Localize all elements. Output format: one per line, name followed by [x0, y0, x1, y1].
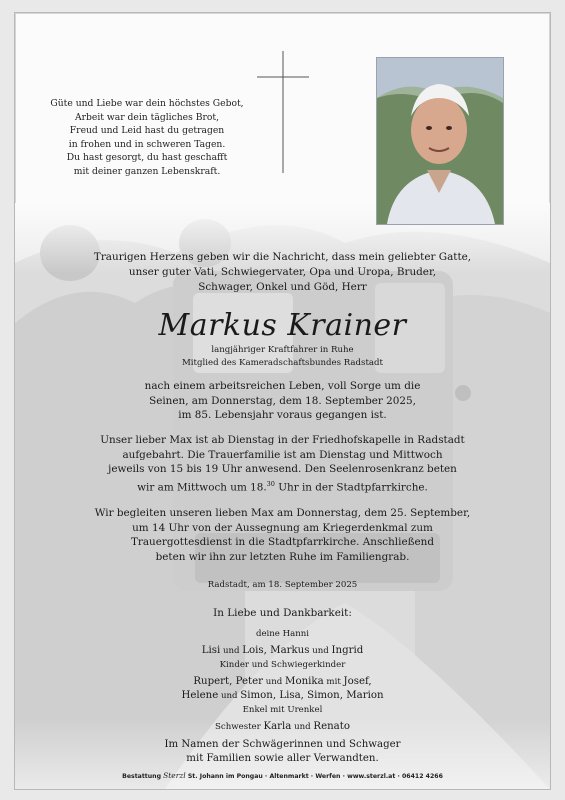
poem-line: Güte und Liebe war dein höchstes Gebot, — [50, 98, 244, 109]
paragraph-line: Wir begleiten unseren lieben Max am Donnerstag, dem 25. September, — [94, 507, 471, 519]
deceased-subtitle — [15, 344, 550, 369]
paragraph-line: jeweils von 15 bis 19 Uhr anwesend. Den Seelenrosenkranz beten — [108, 463, 457, 476]
time-superscript: 30 — [266, 479, 275, 488]
funeral-paragraph — [15, 506, 550, 564]
paragraph-line: nach einem arbeitsreichen Leben, voll Sorge um die — [144, 380, 421, 392]
name: Rupert, Peter — [193, 676, 263, 687]
funeral-home-logo: Sterzl — [163, 771, 186, 780]
conjunction: und — [218, 691, 241, 701]
paragraph-line: beten wir ihn zur letzten Ruhe im Familiengrab. — [155, 550, 410, 563]
paragraph-line: im 85. Lebensjahr voraus gegangen ist. — [178, 409, 387, 422]
footer-text: Bestattung — [122, 773, 164, 780]
name: Helene — [181, 690, 219, 701]
intro-line: Traurigen Herzens geben wir die Nachricht, dass mein geliebter Gatte, — [93, 251, 472, 263]
deceased-name: Markus Krainer — [158, 308, 407, 343]
poem — [33, 97, 261, 179]
relation-label: Kinder und Schwiegerkinder — [219, 660, 346, 670]
footer-text: St. Johann im Pongau · Altenmarkt · Werfen · www.sterzl.at · 06412 4266 — [185, 773, 443, 780]
conjunction: und — [291, 722, 314, 732]
name: Monika — [285, 676, 324, 687]
text-segment: Uhr in der Stadtpfarrkirche. — [274, 481, 428, 494]
obituary-card — [14, 12, 551, 790]
name: Ingrid — [331, 645, 364, 656]
inlaws-line: Im Namen der Schwägerinnen und Schwager — [164, 739, 401, 750]
paragraph-line: Unser lieber Max ist ab Dienstag in der Friedhofskapelle in Radstadt — [100, 434, 465, 446]
subtitle-line: langjähriger Kraftfahrer in Ruhe — [211, 345, 354, 355]
name: Renato — [313, 721, 350, 732]
poem-line: in frohen und in schweren Tagen. — [68, 138, 226, 150]
text-segment: wir am Mittwoch um 18. — [137, 481, 267, 494]
closing-line: In Liebe und Dankbarkeit: — [213, 607, 352, 619]
name: Karla — [263, 721, 292, 732]
conjunction: und — [263, 677, 286, 687]
place-date: Radstadt, am 18. September 2025 — [207, 580, 358, 590]
sister-line — [15, 720, 550, 734]
passing-paragraph — [15, 379, 550, 423]
paragraph-line: Seinen, am Donnerstag, dem 18. September 2025, — [149, 394, 416, 407]
intro-text — [15, 250, 550, 295]
cross-icon — [255, 49, 311, 175]
relation-label: Enkel mit Urenkel — [242, 705, 323, 715]
name: Simon, Lisa, Simon, Marion — [240, 690, 384, 701]
subtitle-line: Mitglied des Kameradschaftsbundes Radstadt — [181, 357, 384, 368]
children-line — [15, 644, 550, 658]
paragraph-line — [15, 477, 550, 495]
poem-line: mit deiner ganzen Lebenskraft. — [73, 165, 221, 177]
paragraph-line: aufgebahrt. Die Trauerfamilie ist am Dienstag und Mittwoch — [122, 448, 443, 461]
funeral-home-footer — [15, 771, 550, 780]
name: Lisi — [201, 645, 221, 656]
intro-line: Schwager, Onkel und Göd, Herr — [198, 281, 367, 293]
relation-label: Schwester — [215, 722, 264, 732]
intro-line: unser guter Vati, Schwiegervater, Opa und Uropa, Bruder, — [128, 266, 437, 278]
paragraph-line: um 14 Uhr von der Aussegnung am Kriegerdenkmal zum — [132, 521, 433, 534]
poem-line: Arbeit war dein tägliches Brot, — [75, 111, 219, 123]
conjunction: und — [220, 646, 243, 656]
grandchildren-line — [15, 675, 550, 689]
wife-line: deine Hanni — [255, 629, 310, 639]
name: Josef, — [343, 676, 372, 687]
portrait-photo — [376, 57, 504, 225]
conjunction: mit — [323, 677, 344, 687]
paragraph-line: Trauergottesdienst in die Stadtpfarrkirche. Anschließend — [130, 536, 435, 549]
poem-line: Freud und Leid hast du getragen — [69, 125, 225, 137]
viewing-paragraph — [15, 433, 550, 495]
conjunction: und — [309, 646, 332, 656]
name: , Markus — [263, 645, 310, 656]
grandchildren-line — [15, 689, 550, 703]
inlaws-line: mit Familien sowie aller Verwandten. — [186, 753, 379, 764]
poem-line: Du hast gesorgt, du hast geschafft — [66, 152, 228, 164]
name: Lois — [242, 645, 264, 656]
mourners-list — [15, 627, 550, 766]
